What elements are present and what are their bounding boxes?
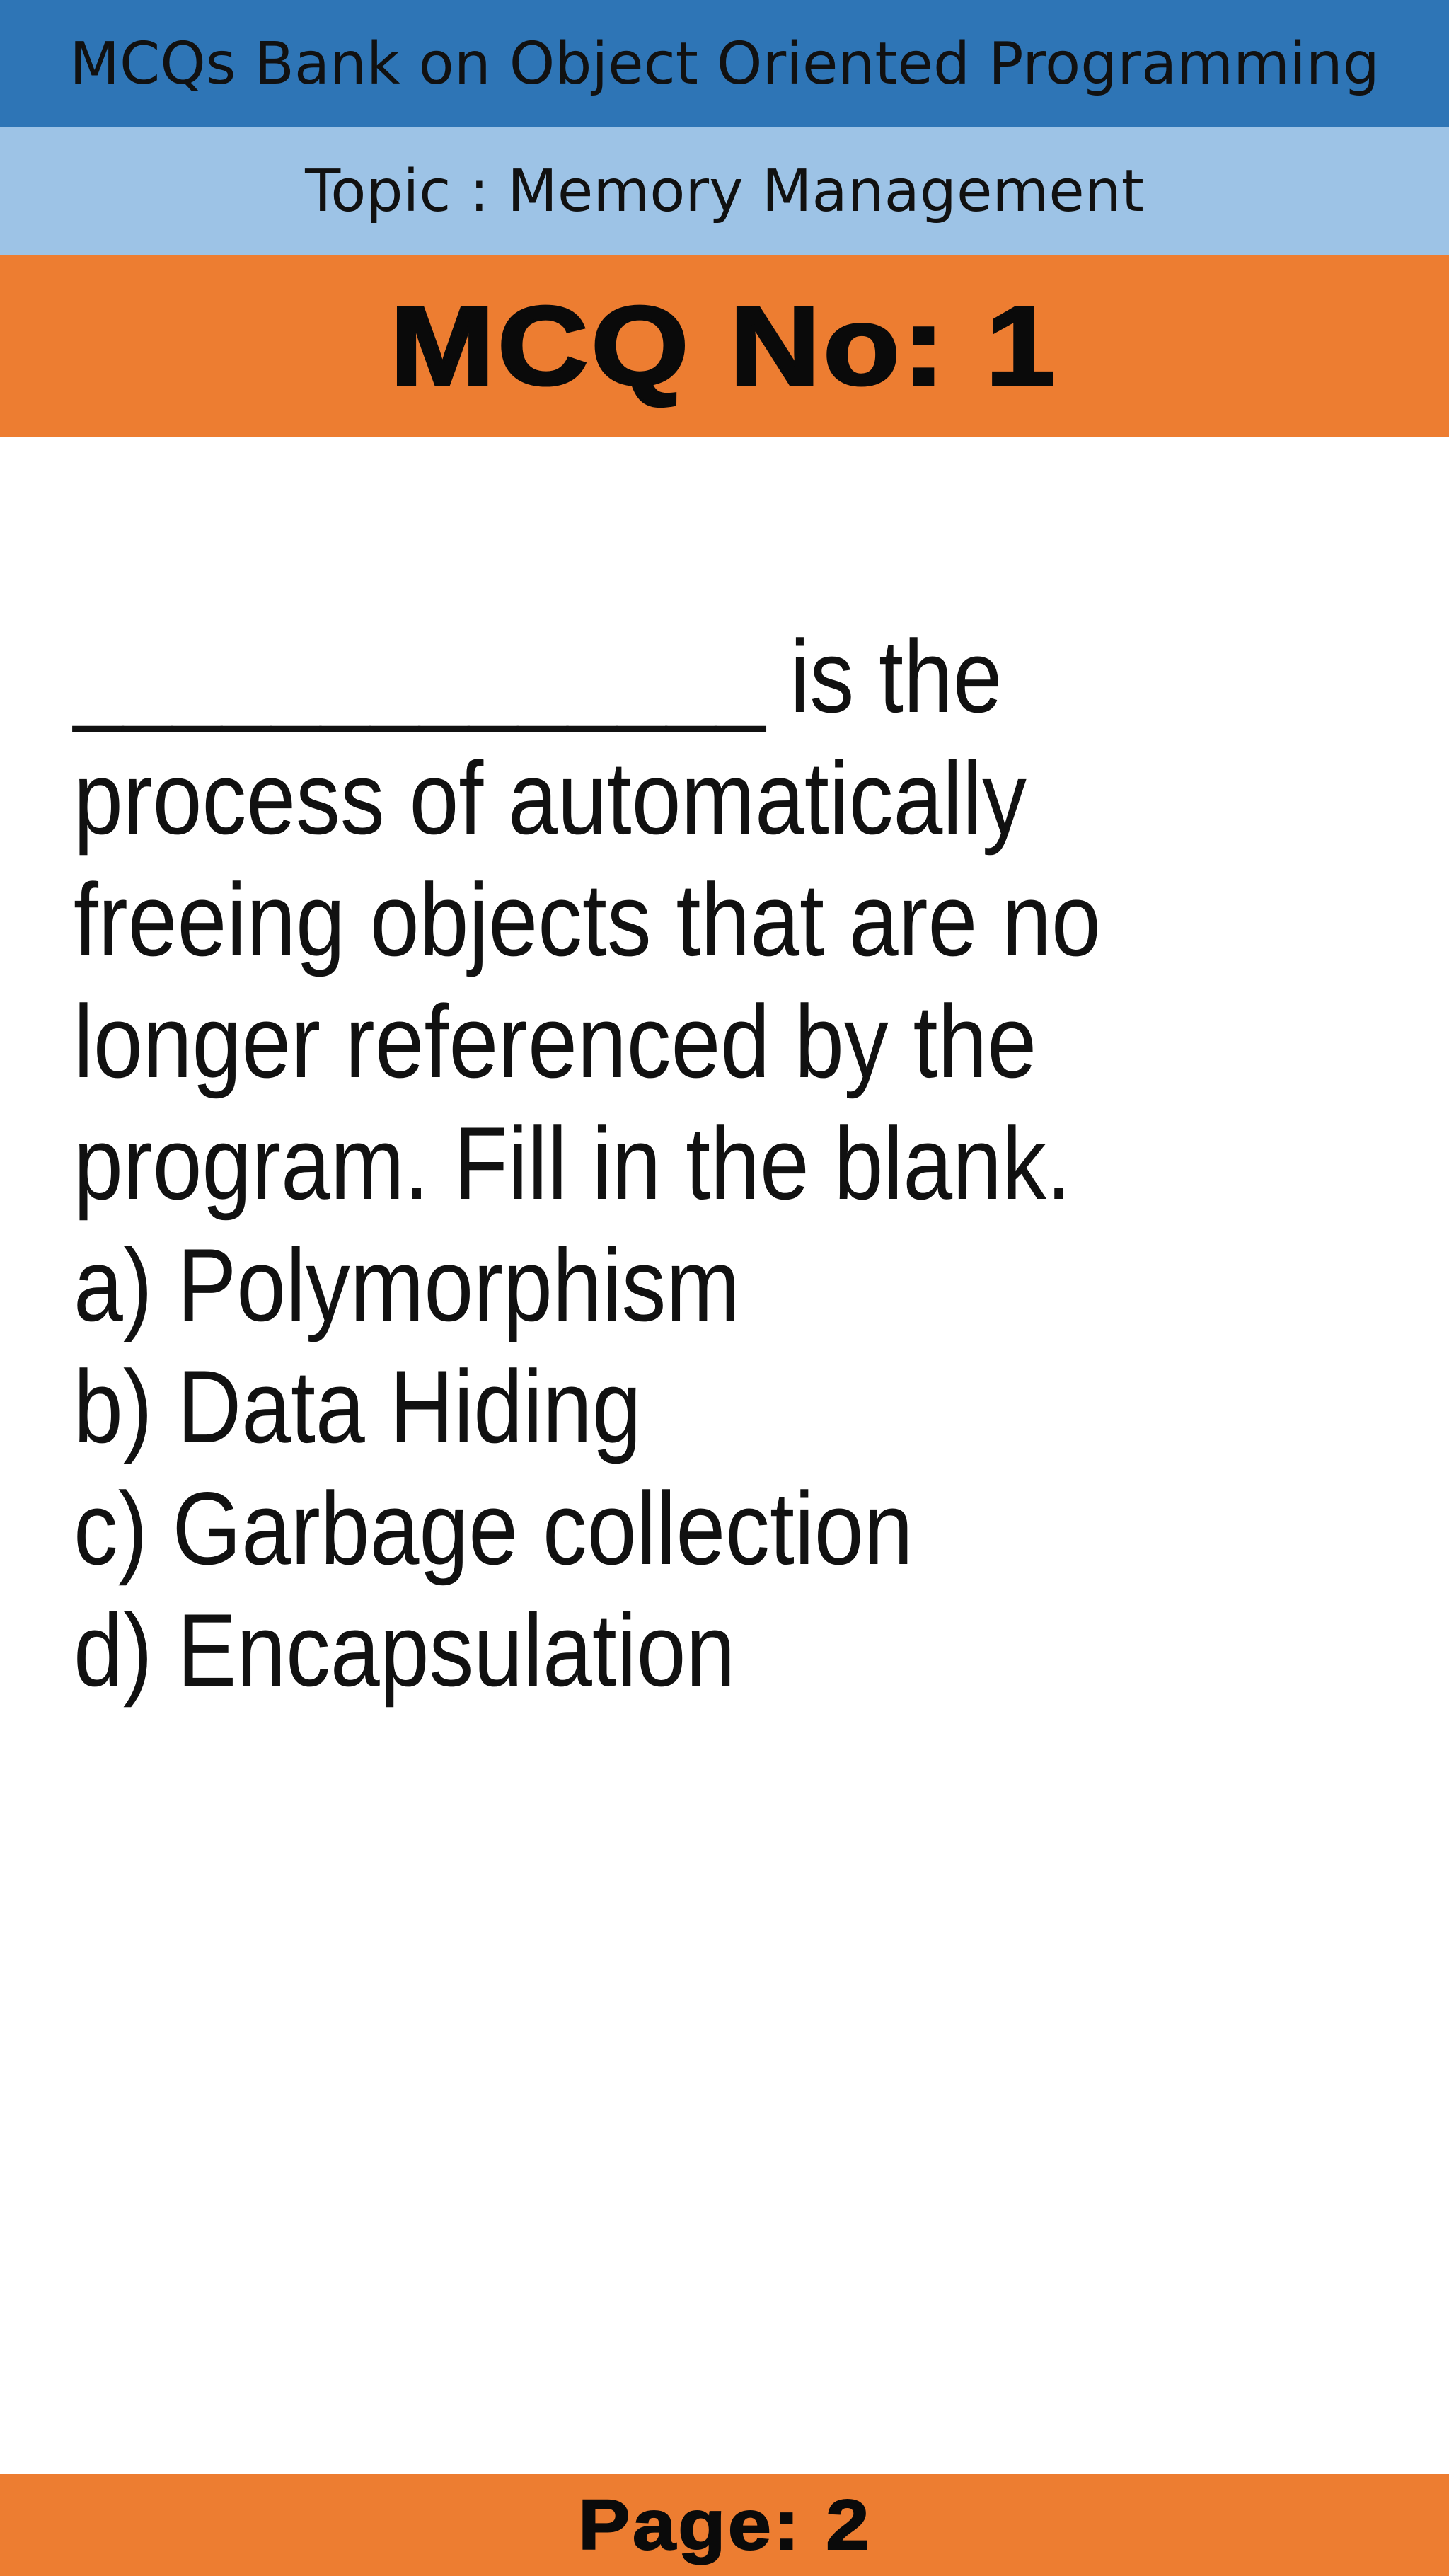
mcq-number-banner	[0, 255, 1449, 437]
option-c: c) Garbage collection	[74, 1471, 913, 1586]
page-footer	[0, 2474, 1449, 2576]
topic-banner	[0, 127, 1449, 255]
mcq-number: MCQ No: 1	[390, 283, 1059, 408]
title-banner	[0, 0, 1449, 127]
options-list	[74, 1224, 913, 1711]
topic-label: Topic : Memory Management	[305, 157, 1144, 225]
option-d: d) Encapsulation	[74, 1592, 736, 1708]
page-title: MCQs Bank on Object Oriented Programming	[69, 30, 1380, 98]
question-text: ______________ is the process of automatically freeing objects that are no longer referenced by the program. Fill in the blank.	[74, 619, 1126, 1221]
option-a: a) Polymorphism	[74, 1227, 740, 1342]
page-number: Page: 2	[577, 2485, 872, 2565]
option-b: b) Data Hiding	[74, 1349, 642, 1464]
